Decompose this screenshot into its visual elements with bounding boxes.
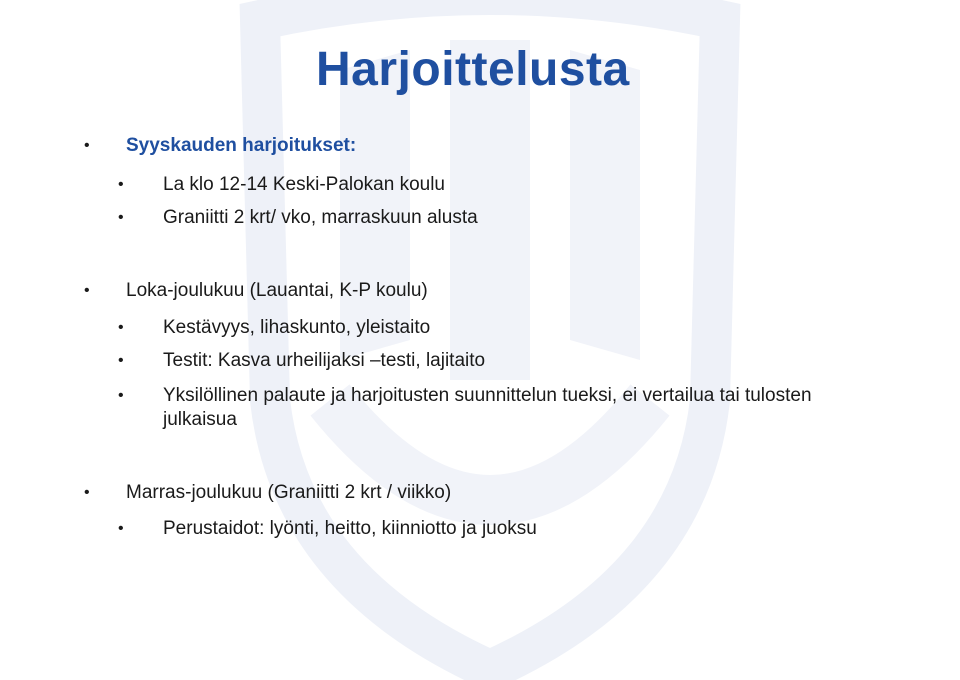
page-title: Harjoittelusta: [316, 43, 630, 96]
section-heading: • Marras-joulukuu (Graniitti 2 krt / viikko): [126, 481, 451, 505]
list-item: • Graniitti 2 krt/ vko, marraskuun alusta: [163, 206, 478, 230]
list-item: • Yksilöllinen palaute ja harjoitusten suunnittelun tueksi, ei vertailua tai tulosten julkaisua: [163, 384, 863, 432]
list-item: • Perustaidot: lyönti, heitto, kiinniotto ja juoksu: [163, 517, 537, 541]
section-heading: [126, 134, 356, 158]
list-item: • Kestävyys, lihaskunto, yleistaito: [163, 316, 430, 340]
list-item: • Testit: Kasva urheilijaksi –testi, lajitaito: [163, 349, 485, 373]
section-heading: • Loka-joulukuu (Lauantai, K-P koulu): [126, 279, 428, 303]
list-item: • La klo 12-14 Keski-Palokan koulu: [163, 173, 445, 197]
section-heading-text: Syyskauden harjoitukset:: [126, 135, 357, 156]
